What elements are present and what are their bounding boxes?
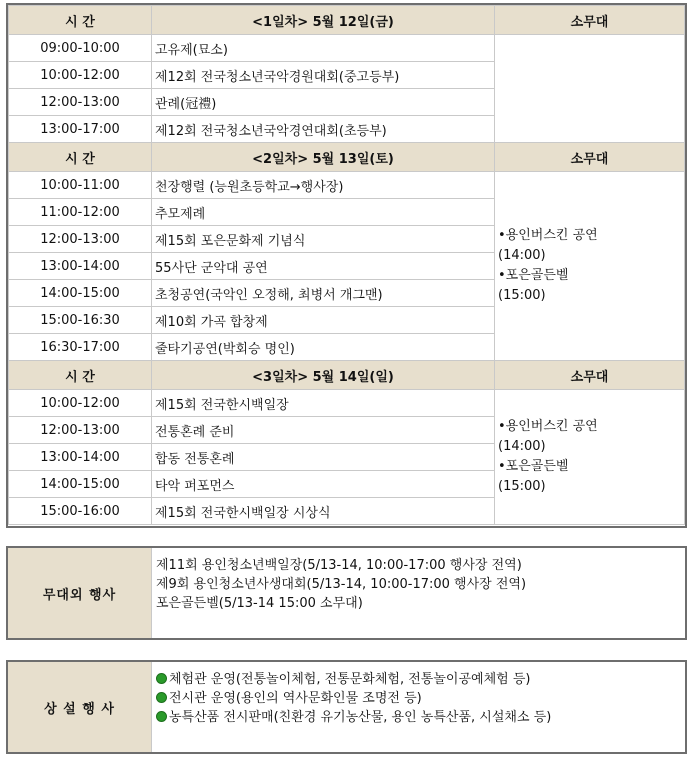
event-cell: 전통혼례 준비	[152, 417, 495, 444]
time-cell: 14:00-15:00	[9, 471, 152, 498]
stage-line: (15:00)	[498, 479, 546, 494]
permanent-event-item	[156, 689, 681, 708]
time-cell: 13:00-17:00	[9, 116, 152, 143]
stage-line: •포은골든벨	[498, 459, 569, 474]
outside-events-panel	[6, 546, 687, 640]
stage-line: (14:00)	[498, 248, 546, 263]
outside-event-item: 제9회 용인청소년사생대회(5/13-14, 10:00-17:00 행사장 전역)	[156, 577, 527, 592]
day-title: <3일차> 5월 14일(일)	[152, 361, 495, 390]
time-cell: 16:30-17:00	[9, 334, 152, 361]
stage-line: (15:00)	[498, 288, 546, 303]
stage-column-header: 소무대	[495, 143, 685, 172]
stage-column-header: 소무대	[495, 361, 685, 390]
schedule-grid	[8, 5, 685, 525]
permanent-event-text: 전시관 운영(용인의 역사문화인물 조명전 등)	[169, 691, 422, 706]
stage-line: •용인버스킨 공연	[498, 419, 598, 434]
schedule-row	[9, 172, 685, 199]
stage-line: •용인버스킨 공연	[498, 228, 598, 243]
event-cell: 천장행렬 (능원초등학교→행사장)	[152, 172, 495, 199]
time-cell: 10:00-11:00	[9, 172, 152, 199]
stage-line: (14:00)	[498, 439, 546, 454]
time-cell: 15:00-16:00	[9, 498, 152, 525]
stage-line: •포은골든벨	[498, 268, 569, 283]
event-cell: 55사단 군악대 공연	[152, 253, 495, 280]
day-header-row	[9, 361, 685, 390]
outside-event-item: 제11회 용인청소년백일장(5/13-14, 10:00-17:00 행사장 전역)	[156, 558, 522, 573]
time-cell: 12:00-13:00	[9, 226, 152, 253]
event-cell: 관례(冠禮)	[152, 89, 495, 116]
day-title: <2일차> 5월 13일(토)	[152, 143, 495, 172]
stage-cell	[495, 35, 685, 143]
time-cell: 12:00-13:00	[9, 89, 152, 116]
day-header-row	[9, 143, 685, 172]
event-cell: 타악 퍼포먼스	[152, 471, 495, 498]
time-cell: 12:00-13:00	[9, 417, 152, 444]
event-cell: 제15회 전국한시백일장	[152, 390, 495, 417]
day-header-row	[9, 6, 685, 35]
permanent-event-item	[156, 708, 681, 727]
event-cell: 초청공연(국악인 오정해, 최병서 개그맨)	[152, 280, 495, 307]
time-cell: 11:00-12:00	[9, 199, 152, 226]
permanent-event-text: 체험관 운영(전통놀이체험, 전통문화체험, 전통놀이공예체험 등)	[169, 672, 531, 687]
day-title: <1일차> 5월 12일(금)	[152, 6, 495, 35]
event-cell: 합동 전통혼례	[152, 444, 495, 471]
permanent-events-label: 상 설 행 사	[8, 662, 152, 752]
permanent-event-text: 농특산품 전시판매(친환경 유기농산물, 용인 농특산품, 시설채소 등)	[169, 710, 552, 725]
event-cell: 제12회 전국청소년국악경원대회(중고등부)	[152, 62, 495, 89]
green-bullet-icon	[156, 711, 167, 722]
event-cell: 제12회 전국청소년국악경연대회(초등부)	[152, 116, 495, 143]
time-cell: 13:00-14:00	[9, 444, 152, 471]
outside-events-list	[152, 548, 685, 638]
stage-cell	[495, 390, 685, 525]
schedule-row	[9, 35, 685, 62]
event-cell: 고유제(묘소)	[152, 35, 495, 62]
event-cell: 추모제례	[152, 199, 495, 226]
event-cell: 제10회 가곡 합창제	[152, 307, 495, 334]
event-cell: 줄타기공연(박회승 명인)	[152, 334, 495, 361]
permanent-events-list	[152, 662, 685, 752]
schedule-row	[9, 390, 685, 417]
time-cell: 09:00-10:00	[9, 35, 152, 62]
event-cell: 제15회 전국한시백일장 시상식	[152, 498, 495, 525]
time-column-header: 시 간	[9, 361, 152, 390]
schedule-table	[6, 3, 687, 528]
green-bullet-icon	[156, 673, 167, 684]
outside-events-label: 무대외 행사	[8, 548, 152, 638]
time-cell: 10:00-12:00	[9, 390, 152, 417]
time-cell: 13:00-14:00	[9, 253, 152, 280]
stage-cell	[495, 172, 685, 361]
outside-event-item: 포은골든벨(5/13-14 15:00 소무대)	[156, 596, 363, 611]
time-cell: 10:00-12:00	[9, 62, 152, 89]
stage-column-header: 소무대	[495, 6, 685, 35]
event-cell: 제15회 포은문화제 기념식	[152, 226, 495, 253]
time-column-header: 시 간	[9, 143, 152, 172]
permanent-events-panel	[6, 660, 687, 754]
time-cell: 15:00-16:30	[9, 307, 152, 334]
time-column-header: 시 간	[9, 6, 152, 35]
permanent-event-item	[156, 670, 681, 689]
green-bullet-icon	[156, 692, 167, 703]
time-cell: 14:00-15:00	[9, 280, 152, 307]
